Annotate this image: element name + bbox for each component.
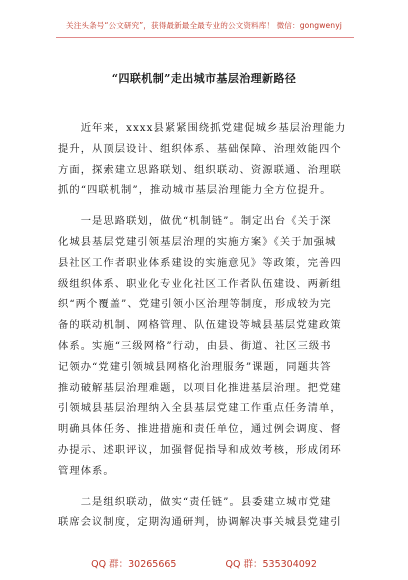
text-line: 近年来，xxxx县紧紧围绕抓党建促城乡基层治理能力: [58, 122, 347, 134]
paragraph-gap: [58, 482, 354, 492]
text-line: 二是组织联动，做实“责任链”。县委建立城市党建: [58, 495, 332, 508]
text-line: 级组织体系、职业化专业化社区工作者队伍建设、两新组: [58, 277, 342, 290]
text-line: 记领办“党建引领城县网格化治理服务”课题，同题共答: [58, 360, 332, 373]
qq-group-2: QQ 群：535304092: [225, 559, 317, 570]
text-line: 推动破解基层治理难题，以项目化推进基层治理。把党建: [58, 381, 342, 394]
promo-banner: 关注头条号“公文研究”，获得最新最全最专业的公文资料库！ 微信：gongwenyj: [66, 21, 342, 30]
header-divider: [56, 37, 354, 38]
text-line: 明确具体任务、推进措施和责任单位，通过例会调度、督: [58, 423, 342, 436]
text-line: 抓的“四联机制”，推动城市基层治理能力全方位提升。: [58, 184, 332, 197]
paragraph-gap: [58, 201, 354, 211]
text-line: 方面，探索建立思路联划、组织联动、资源联通、治理联: [58, 163, 342, 176]
text-line: 办提示、述职评议，加强督促指导和成效考核，形成闭环: [58, 443, 342, 456]
text-line: 引领城县基层治理纳入全县基层党建工作重点任务清单，: [58, 402, 342, 415]
text-line: 县社区工作者职业体系建设的实施意见》等政策，完善四: [58, 256, 342, 269]
document-title: “四联机制”走出城市基层治理新路径: [111, 72, 297, 85]
text-line: 联席会议制度，定期沟通研判，协调解决事关城县党建引: [58, 516, 342, 529]
paragraph-2: [58, 211, 354, 481]
text-line: 一是思路联划，做优“机制链”。制定出台《关于深: [58, 215, 332, 228]
text-line: 管理体系。: [58, 464, 115, 477]
text-line: 织“两个覆盖”、党建引领小区治理等制度，形成较为完: [58, 298, 332, 311]
qq-group-1: QQ 群：30265665: [91, 559, 177, 570]
document-body: [58, 118, 354, 533]
paragraph-1: [58, 118, 354, 201]
text-line: 体系。实施“三级网格”行动，由县、街道、社区三级书: [58, 339, 332, 352]
text-line: 化城县基层党建引领基层治理的实施方案》《关于加强城: [58, 235, 337, 248]
text-line: 备的联动机制、网格管理、队伍建设等城县基层党建政策: [58, 319, 342, 332]
footer-contacts: [0, 556, 408, 570]
text-line: 提升，从顶层设计、组织体系、基础保障、治理效能四个: [58, 142, 342, 155]
paragraph-3: [58, 492, 354, 534]
